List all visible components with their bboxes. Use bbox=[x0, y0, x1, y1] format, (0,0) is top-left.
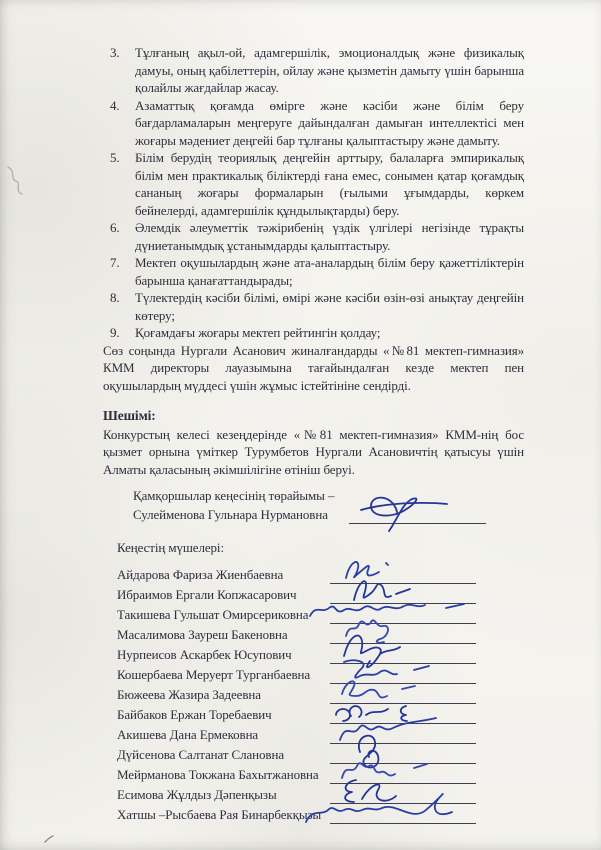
member-name: Ибраимов Ергали Копжасарович bbox=[117, 587, 297, 602]
corner-pen-mark bbox=[43, 834, 55, 844]
list-item-number: 4. bbox=[110, 97, 120, 113]
list-item bbox=[103, 254, 524, 289]
member-name: Есимова Жұлдыз Дәпенқызы bbox=[117, 787, 277, 802]
member-name: Такишева Гульшат Омирсериковна bbox=[117, 607, 309, 622]
member-row bbox=[103, 644, 524, 664]
list-item bbox=[103, 289, 524, 324]
member-name: Кошербаева Меруерт Турганбаевна bbox=[117, 667, 311, 682]
member-row bbox=[103, 684, 524, 704]
numbered-list bbox=[103, 44, 524, 342]
list-item-text: Азаматтық қоғамда өмірге және кәсіби және білім беру бағдарламаларын меңгеруге дайындалған дамыған интеллектісі мен жоғары мәдениет деңгейі бар тұлғаны қалыптастыру және дамыту. bbox=[135, 97, 524, 148]
signature-line bbox=[349, 522, 486, 524]
list-item-text: Мектеп оқушылардың және ата-аналардың білім беру қажеттіліктерін барынша қанағаттандырады; bbox=[135, 255, 524, 288]
list-item-text: Білім берудің теориялық деңгейін арттыру, балаларға эмпирикалық білім мен практикалық біліктерді ғана емес, сонымен қатар қоғамдық сананың жоғары формаларын (ғылыми ұғымдарды, көркем бейнелерді, адамгершілік құндылықтарды) беру. bbox=[135, 150, 524, 218]
members-heading: Кеңестің мүшелері: bbox=[117, 540, 224, 555]
list-item-number: 3. bbox=[110, 45, 120, 60]
list-item-text: Тұлғаның ақыл-ой, адамгершілік, эмоционалдық және физикалық дамуы, оның қабілеттерін, ойлау және қызметін дамыту үшін барынша қолайлы жағдайлар жасау. bbox=[135, 45, 524, 95]
member-name: Акишева Дана Ермековна bbox=[117, 727, 259, 742]
members-list bbox=[103, 564, 524, 824]
closing-paragraph: Сөз соңында Нургали Асанович жиналғандарды «№81 мектеп-гимназия» КММ директоры лауазымына тағайындалған кезде мектеп пен оқушылардың мүддесі үшін жұмыс істейтініне сендірді. bbox=[103, 342, 524, 393]
margin-smudge-mark bbox=[4, 163, 30, 197]
member-row bbox=[103, 764, 524, 784]
member-row bbox=[103, 604, 524, 624]
list-item bbox=[103, 97, 524, 150]
list-item-number: 9. bbox=[110, 325, 120, 340]
member-name: Мейрманова Токжана Бахытжановна bbox=[117, 767, 319, 782]
list-item bbox=[103, 149, 524, 219]
member-name: Нурпеисов Аскарбек Юсупович bbox=[117, 647, 292, 662]
member-row bbox=[103, 624, 524, 644]
list-item-text: Түлектердің кәсіби білімі, өмірі және кәсіби өзін-өзі анықтау деңгейін көтеру; bbox=[135, 290, 524, 323]
chairman-name: Сулейменова Гульнара Нурмановна bbox=[133, 507, 328, 522]
member-row bbox=[103, 584, 524, 604]
chairman-role: Қамқоршылар кеңесінің төрайымы – bbox=[133, 488, 335, 503]
chairman-signature-row bbox=[133, 506, 524, 524]
list-item-number: 6. bbox=[110, 220, 120, 235]
member-row bbox=[103, 784, 524, 804]
member-row bbox=[103, 564, 524, 584]
member-name: Бюжеева Жазира Задеевна bbox=[117, 687, 261, 702]
list-item bbox=[103, 324, 524, 342]
chairman-block bbox=[133, 487, 524, 524]
member-row bbox=[103, 744, 524, 764]
decision-heading: Шешімі: bbox=[103, 408, 156, 423]
list-item-number: 8. bbox=[110, 290, 120, 305]
signature-line bbox=[330, 822, 476, 824]
secretary-row bbox=[103, 804, 524, 824]
member-name: Дүйсенова Салтанат Слановна bbox=[117, 747, 284, 762]
decision-paragraph: Конкурстың келесі кезеңдерінде «№81 мектеп-гимназия» КММ-нің бос қызмет орнына үміткер Турумбетов Нургали Асановичтің қатысуы үшін Алматы қаласының әкімшілігіне өтініш беруі. bbox=[103, 426, 524, 477]
list-item-number: 7. bbox=[110, 255, 120, 270]
member-row bbox=[103, 704, 524, 724]
member-name: Байбаков Ержан Торебаевич bbox=[117, 707, 272, 722]
list-item-text: Қоғамдағы жоғары мектеп рейтингін қолдау; bbox=[135, 325, 381, 340]
member-row bbox=[103, 664, 524, 684]
member-row bbox=[103, 724, 524, 744]
member-name: Масалимова Зауреш Бакеновна bbox=[117, 627, 288, 642]
document-body bbox=[103, 44, 524, 824]
list-item-text: Әлемдік әлеуметтік тәжірибенің үздік үлгілері негізінде тұрақты дүниетанымдық ұстанымдарды қалыптастыру. bbox=[135, 220, 524, 253]
list-item bbox=[103, 219, 524, 254]
list-item-number: 5. bbox=[110, 150, 120, 165]
secretary-name: Хатшы –Рысбаева Рая Бинарбекқызы bbox=[117, 807, 322, 822]
member-name: Айдарова Фариза Жиенбаевна bbox=[117, 567, 284, 582]
list-item bbox=[103, 44, 524, 97]
